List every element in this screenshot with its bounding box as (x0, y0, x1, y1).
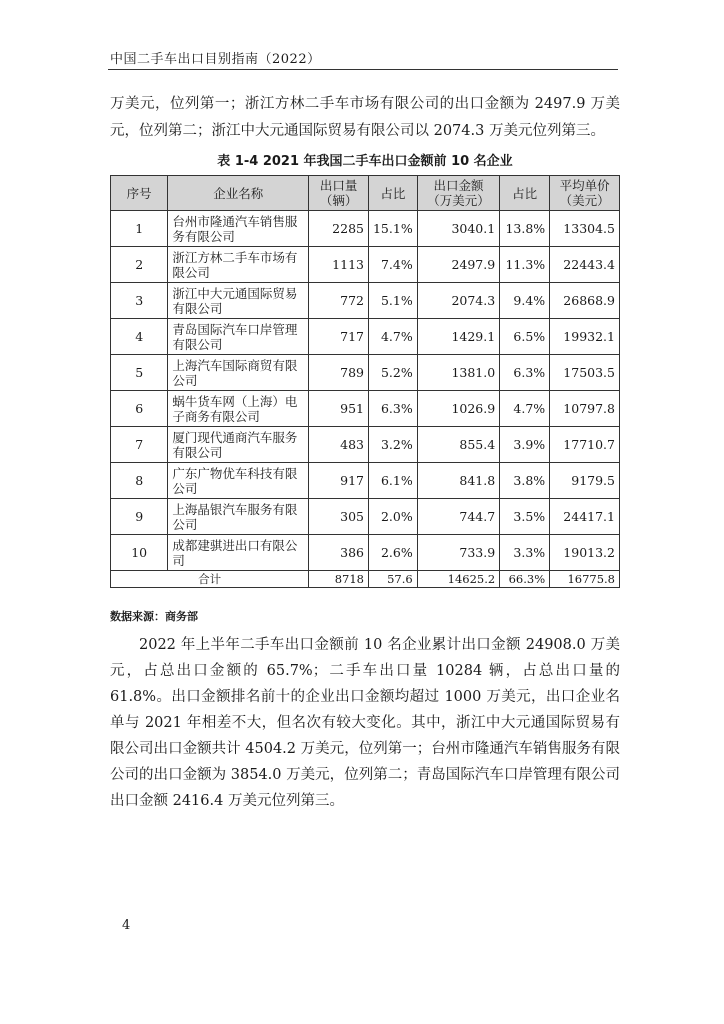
table-row (111, 355, 620, 391)
cell-amount: 855.4 (417, 427, 499, 463)
cell-company: 台州市隆通汽车销售服务有限公司 (168, 211, 309, 247)
running-header: 中国二手车出口目别指南（2022） (110, 52, 321, 67)
cell-index: 1 (111, 211, 168, 247)
cell-volume: 951 (309, 391, 369, 427)
cell-volume-share: 2.6% (368, 535, 417, 571)
cell-index: 3 (111, 283, 168, 319)
cell-unit-price: 22443.4 (550, 247, 620, 283)
table-caption: 表 1-4 2021 年我国二手车出口金额前 10 名企业 (217, 154, 513, 169)
cell-amount-share: 6.5% (500, 319, 550, 355)
cell-unit-price: 17710.7 (550, 427, 620, 463)
cell-amount-share: 3.8% (500, 463, 550, 499)
cell-index: 2 (111, 247, 168, 283)
cell-company: 广东广物优车科技有限公司 (168, 463, 309, 499)
cell-index: 4 (111, 319, 168, 355)
cell-company: 厦门现代通商汽车服务有限公司 (168, 427, 309, 463)
col-header-index: 序号 (111, 176, 168, 211)
cell-volume: 772 (309, 283, 369, 319)
table-row (111, 283, 620, 319)
cell-index: 6 (111, 391, 168, 427)
cell-amount-share: 9.4% (500, 283, 550, 319)
total-amount: 14625.2 (417, 571, 499, 588)
cell-amount: 733.9 (417, 535, 499, 571)
intro-paragraph: 万美元，位列第一；浙江方林二手车市场有限公司的出口金额为 2497.9 万美元，位列第二；浙江中大元通国际贸易有限公司以 2074.3 万美元位列第三。 (110, 96, 620, 139)
col-header-company: 企业名称 (168, 176, 309, 211)
export-table (110, 175, 620, 588)
cell-amount-share: 13.8% (500, 211, 550, 247)
cell-amount: 744.7 (417, 499, 499, 535)
cell-company: 蜗牛货车网（上海）电子商务有限公司 (168, 391, 309, 427)
cell-amount-share: 3.9% (500, 427, 550, 463)
cell-unit-price: 9179.5 (550, 463, 620, 499)
total-volume-share: 57.6 (368, 571, 417, 588)
cell-amount: 2497.9 (417, 247, 499, 283)
cell-amount: 3040.1 (417, 211, 499, 247)
col-header-unit-price: 平均单价（美元） (550, 176, 620, 211)
cell-amount: 841.8 (417, 463, 499, 499)
table-total-row (111, 571, 620, 588)
cell-company: 青岛国际汽车口岸管理有限公司 (168, 319, 309, 355)
cell-company: 成都建骐进出口有限公司 (168, 535, 309, 571)
cell-company: 浙江中大元通国际贸易有限公司 (168, 283, 309, 319)
cell-volume: 386 (309, 535, 369, 571)
table-row (111, 463, 620, 499)
cell-amount-share: 6.3% (500, 355, 550, 391)
cell-amount-share: 4.7% (500, 391, 550, 427)
cell-volume: 917 (309, 463, 369, 499)
total-volume: 8718 (309, 571, 369, 588)
cell-amount-share: 3.5% (500, 499, 550, 535)
cell-unit-price: 19013.2 (550, 535, 620, 571)
cell-company: 上海汽车国际商贸有限公司 (168, 355, 309, 391)
cell-unit-price: 19932.1 (550, 319, 620, 355)
col-header-amount: 出口金额（万美元） (417, 176, 499, 211)
cell-volume-share: 3.2% (368, 427, 417, 463)
cell-amount-share: 11.3% (500, 247, 550, 283)
cell-unit-price: 17503.5 (550, 355, 620, 391)
cell-unit-price: 24417.1 (550, 499, 620, 535)
total-unit-price: 16775.8 (550, 571, 620, 588)
cell-amount-share: 3.3% (500, 535, 550, 571)
cell-company: 浙江方林二手车市场有限公司 (168, 247, 309, 283)
cell-volume-share: 5.2% (368, 355, 417, 391)
cell-volume-share: 5.1% (368, 283, 417, 319)
cell-volume-share: 6.1% (368, 463, 417, 499)
cell-volume-share: 15.1% (368, 211, 417, 247)
table-body (111, 211, 620, 588)
cell-volume: 789 (309, 355, 369, 391)
cell-volume-share: 4.7% (368, 319, 417, 355)
total-label: 合计 (111, 571, 309, 588)
page-number: 4 (122, 918, 131, 933)
cell-volume-share: 2.0% (368, 499, 417, 535)
cell-amount: 1429.1 (417, 319, 499, 355)
table-row (111, 427, 620, 463)
cell-index: 9 (111, 499, 168, 535)
table-row (111, 391, 620, 427)
cell-volume-share: 6.3% (368, 391, 417, 427)
table-header-row (111, 176, 620, 211)
col-header-volume-share: 占比 (368, 176, 417, 211)
col-header-amount-share: 占比 (500, 176, 550, 211)
table-row (111, 211, 620, 247)
cell-index: 8 (111, 463, 168, 499)
cell-amount: 1381.0 (417, 355, 499, 391)
cell-index: 10 (111, 535, 168, 571)
body-paragraph: 2022 年上半年二手车出口金额前 10 名企业累计出口金额 24908.0 万美元，占总出口金额的 65.7%；二手车出口量 10284 辆，占总出口量的 61.8%。出口金额排名前十的企业出口金额均超过 1000 万美元，出口企业名单与 2021 年相差不大，但名次有较大变化。其中，浙江中大元通国际贸易有限公司出口金额共计 4504.2 万美元，位列第一；台州市隆通汽车销售服务有限公司的出口金额为 3854.0 万美元，位列第二；青岛国际汽车口岸管理有限公司出口金额 2416.4 万美元位列第三。 (110, 637, 620, 809)
cell-unit-price: 26868.9 (550, 283, 620, 319)
cell-volume: 2285 (309, 211, 369, 247)
cell-amount: 1026.9 (417, 391, 499, 427)
cell-company: 上海晶银汽车服务有限公司 (168, 499, 309, 535)
cell-volume: 717 (309, 319, 369, 355)
table-row (111, 319, 620, 355)
table-row (111, 535, 620, 571)
cell-volume: 483 (309, 427, 369, 463)
table-row (111, 247, 620, 283)
total-amount-share: 66.3% (500, 571, 550, 588)
cell-unit-price: 13304.5 (550, 211, 620, 247)
cell-unit-price: 10797.8 (550, 391, 620, 427)
cell-volume-share: 7.4% (368, 247, 417, 283)
cell-index: 5 (111, 355, 168, 391)
data-source: 数据来源：商务部 (110, 610, 198, 623)
table-row (111, 499, 620, 535)
cell-volume: 305 (309, 499, 369, 535)
cell-amount: 2074.3 (417, 283, 499, 319)
col-header-volume: 出口量（辆） (309, 176, 369, 211)
cell-index: 7 (111, 427, 168, 463)
cell-volume: 1113 (309, 247, 369, 283)
header-rule (108, 69, 618, 70)
